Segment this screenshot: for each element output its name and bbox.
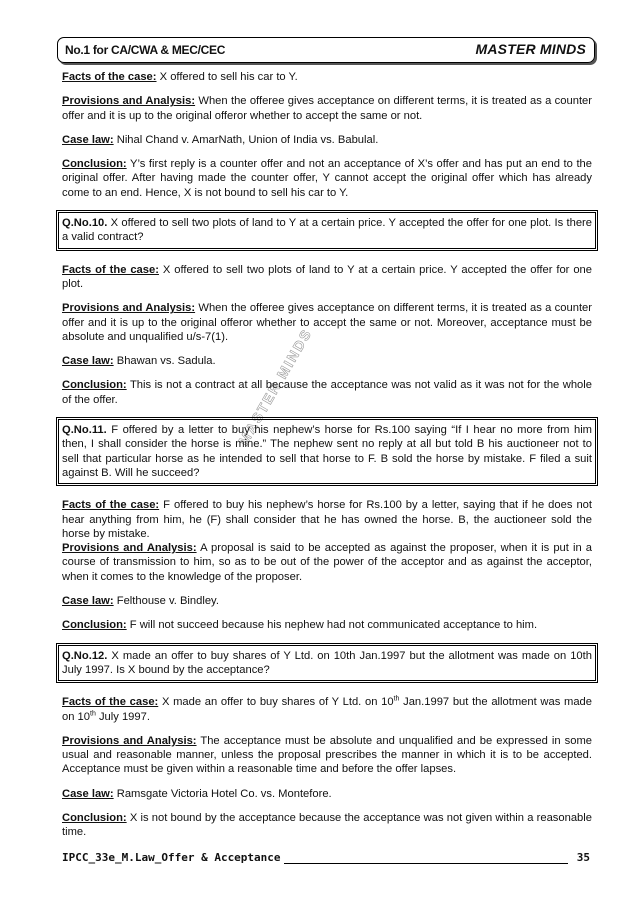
footer-rule bbox=[284, 863, 568, 864]
conclusion-label: Conclusion: bbox=[62, 811, 127, 824]
provisions-label: Provisions and Analysis: bbox=[62, 734, 197, 747]
facts-paragraph bbox=[62, 695, 592, 724]
conclusion-text: X is not bound by the acceptance because the acceptance was not given within a reasonable time. bbox=[62, 811, 592, 839]
conclusion-label: Conclusion: bbox=[62, 158, 127, 171]
facts-label: Facts of the case: bbox=[62, 71, 157, 83]
case-law-paragraph bbox=[62, 594, 592, 608]
question-number: Q.No.10. bbox=[62, 217, 108, 230]
facts-paragraph bbox=[62, 498, 592, 541]
facts-text: X made an offer to buy shares of Y Ltd. on 10 bbox=[158, 696, 394, 709]
question-text: X made an offer to buy shares of Y Ltd. on 10th Jan.1997 but the allotment was made on 10th July 1997. Is X bound by the acceptance? bbox=[62, 649, 592, 676]
facts-label: Facts of the case: bbox=[62, 696, 159, 709]
watermark: MASTER MINDS bbox=[235, 325, 315, 448]
ordinal-suffix: th bbox=[90, 709, 96, 717]
page-number: 35 bbox=[576, 851, 590, 864]
facts-text: July 1997. bbox=[95, 710, 150, 723]
provisions-paragraph bbox=[62, 94, 592, 123]
case-law-label: Case law: bbox=[62, 787, 114, 800]
case-law-text: Ramsgate Victoria Hotel Co. vs. Montefore. bbox=[113, 787, 332, 800]
facts-paragraph bbox=[62, 263, 592, 292]
case-law-label: Case law: bbox=[62, 595, 114, 608]
provisions-text: The acceptance must be absolute and unqualified and be expressed in some usual and reasonable manner, unless the proposal prescribes the manner in which it is to be accepted. Acceptance must be given within a reasonable time and before the offer lapses. bbox=[62, 734, 593, 776]
question-box-10 bbox=[56, 210, 598, 251]
facts-paragraph bbox=[62, 70, 592, 84]
provisions-paragraph bbox=[62, 734, 592, 777]
conclusion-text: Y’s first reply is a counter offer and not an acceptance of X’s offer and has put an end to the original offer. After having made the counter offer, Y cannot accept the original offer which has already come to an end. Hence, X is not bound to sell his car to Y. bbox=[62, 158, 592, 199]
question-box-12 bbox=[56, 643, 598, 684]
case-law-text: Nihal Chand v. AmarNath, Union of India vs. Babulal. bbox=[113, 133, 379, 146]
provisions-label: Provisions and Analysis: bbox=[62, 302, 196, 315]
page-footer bbox=[62, 851, 590, 867]
case-law-label: Case law: bbox=[62, 355, 114, 368]
provisions-label: Provisions and Analysis: bbox=[62, 95, 196, 108]
provisions-text: When the offeree gives acceptance on different terms, it is treated as a counter offer and it is up to the original offeror whether to accept the same or not. bbox=[62, 95, 592, 122]
question-text: X offered to sell two plots of land to Y at a certain price. Y accepted the offer for one plot. Is there a valid contract? bbox=[62, 217, 592, 244]
question-number: Q.No.12. bbox=[62, 649, 108, 662]
facts-label: Facts of the case: bbox=[62, 499, 160, 512]
provisions-text: When the offeree gives acceptance on different terms, it is treated as a counter offer and it is up to the original offeror whether to accept the same or not. Moreover, acceptance must be absolute and unqualified u/s-7(1). bbox=[62, 302, 592, 343]
provisions-paragraph bbox=[62, 301, 592, 344]
case-law-paragraph bbox=[62, 133, 592, 147]
provisions-label: Provisions and Analysis: bbox=[62, 542, 197, 555]
conclusion-paragraph bbox=[62, 378, 592, 407]
case-law-label: Case law: bbox=[62, 133, 114, 146]
case-law-text: Bhawan vs. Sadula. bbox=[113, 355, 216, 368]
conclusion-text: F will not succeed because his nephew had not communicated acceptance to him. bbox=[126, 619, 538, 632]
header-tagline: No.1 for CA/CWA & MEC/CEC bbox=[65, 43, 226, 57]
facts-text: X offered to sell two plots of land to Y at a certain price. Y accepted the offer for one plot. bbox=[62, 263, 592, 290]
conclusion-paragraph bbox=[62, 618, 592, 632]
conclusion-label: Conclusion: bbox=[62, 619, 127, 632]
case-law-paragraph bbox=[62, 354, 592, 368]
conclusion-label: Conclusion: bbox=[62, 379, 127, 392]
footer-title: IPCC_33e_M.Law_Offer & Acceptance bbox=[62, 851, 281, 864]
conclusion-paragraph bbox=[62, 157, 592, 200]
provisions-paragraph bbox=[62, 541, 592, 584]
provisions-text: A proposal is said to be accepted as against the proposer, when it is put in a course of transmission to him, so as to be out of the power of the acceptor and as against the acceptor, when it comes to the knowledge of the proposer. bbox=[62, 542, 592, 583]
facts-text: F offered to buy his nephew’s horse for Rs.100 by a letter, saying that if he does not hear anything from him, he (F) shall consider that he has owned the horse. B, the auctioneer sold the horse by mistake. bbox=[62, 499, 592, 540]
case-law-paragraph bbox=[62, 787, 592, 801]
ordinal-suffix: th bbox=[393, 695, 400, 703]
question-number: Q.No.11. bbox=[62, 424, 107, 437]
page-header bbox=[57, 37, 595, 63]
conclusion-paragraph bbox=[62, 811, 592, 840]
conclusion-text: This is not a contract at all because the acceptance was not valid as it was not for the whole of the offer. bbox=[62, 379, 592, 406]
question-text: F offered by a letter to buy his nephew’s horse for Rs.100 saying “If I hear no more from him then, I shall consider the horse is mine.” The nephew sent no reply at all but told B his auctioneer not to sell that particular horse as he intended to sell that horse to F. B sold the horse by mistake. F filed a suit against B. Will he succeed? bbox=[62, 424, 592, 479]
question-box-11 bbox=[56, 417, 598, 486]
facts-text: X offered to sell his car to Y. bbox=[156, 71, 298, 83]
facts-label: Facts of the case: bbox=[62, 263, 159, 276]
header-brand: MASTER MINDS bbox=[475, 41, 586, 57]
case-law-text: Felthouse v. Bindley. bbox=[113, 595, 219, 608]
facts-text: Jan.1997 but the allotment was made on 10 bbox=[62, 696, 592, 723]
page-content bbox=[62, 70, 592, 850]
